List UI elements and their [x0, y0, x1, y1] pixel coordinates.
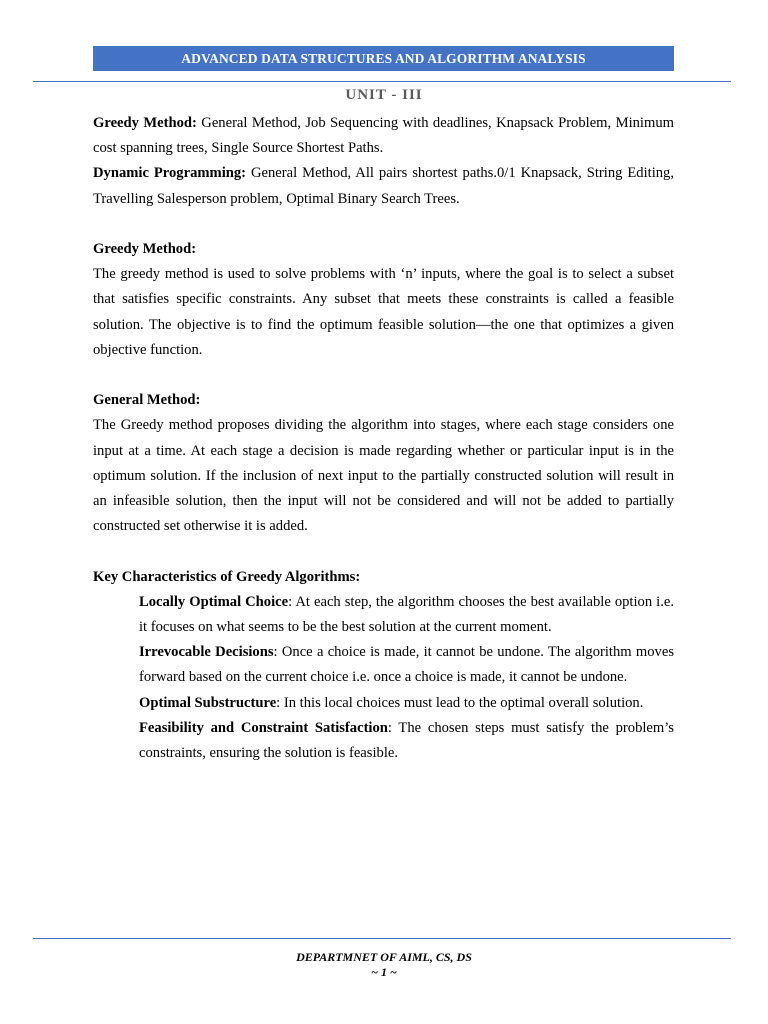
- characteristic-item: [93, 640, 674, 690]
- spacer: [93, 363, 674, 388]
- header-banner: [93, 46, 674, 71]
- syllabus-greedy-label: Greedy Method:: [93, 115, 197, 131]
- greedy-method-paragraph: The greedy method is used to solve problems with ‘n’ inputs, where the goal is to select a subset that satisfies specific constraints. Any subset that meets these constraints is called a feasible solution. The objective is to find the optimum feasible solution—the one that optimizes a given objective function.: [93, 266, 674, 358]
- page-number: ~ 1 ~: [371, 965, 397, 979]
- syllabus-dp-label: Dynamic Programming:: [93, 165, 247, 182]
- spacer: [93, 212, 674, 237]
- characteristic-term: Optimal Substructure: [139, 694, 277, 711]
- characteristics-heading: Key Characteristics of Greedy Algorithms:: [93, 568, 361, 585]
- spacer: [93, 539, 674, 564]
- footer-divider: [33, 938, 731, 939]
- characteristic-item: [93, 691, 674, 716]
- characteristic-term: Locally Optimal Choice: [139, 593, 289, 610]
- characteristic-desc: : Once a choice is made, it cannot be undone. The algorithm moves forward based on the current choice i.e. once a choice is made, it cannot be undone.: [139, 644, 674, 686]
- characteristic-desc: : In this local choices must lead to the optimal overall solution.: [276, 694, 644, 711]
- characteristic-desc: : At each step, the algorithm chooses the best available option i.e. it focuses on what seems to be the best solution at the current moment.: [139, 593, 674, 636]
- characteristic-term: Irrevocable Decisions: [139, 644, 274, 661]
- general-method-heading: General Method:: [93, 392, 201, 409]
- characteristic-term: Feasibility and Constraint Satisfaction: [139, 719, 388, 736]
- unit-title: UNIT - III: [345, 87, 423, 103]
- document-title: ADVANCED DATA STRUCTURES AND ALGORITHM ANALYSIS: [181, 50, 586, 66]
- characteristic-item: [93, 590, 674, 640]
- header-divider: [33, 81, 731, 82]
- greedy-method-heading: Greedy Method:: [93, 241, 197, 257]
- document-body: [93, 111, 674, 766]
- characteristic-item: [93, 716, 674, 766]
- syllabus-greedy: [93, 111, 674, 161]
- syllabus-dp: [93, 161, 674, 211]
- footer-department: DEPARTMNET OF AIML, CS, DS: [296, 950, 472, 964]
- characteristic-desc: : The chosen steps must satisfy the problem’s constraints, ensuring the solution is feasible.: [139, 719, 674, 762]
- syllabus-greedy-text: General Method, Job Sequencing with deadlines, Knapsack Problem, Minimum cost spanning trees, Single Source Shortest Paths.: [93, 115, 674, 157]
- general-method-paragraph: The Greedy method proposes dividing the algorithm into stages, where each stage considers one input at a time. At each stage a decision is made regarding whether or particular input is in the optimum solution. If the inclusion of next input to the partially constructed solution will result in an infeasible solution, then the input will not be considered and will not be added to partially constructed set otherwise it is added.: [93, 417, 674, 535]
- syllabus-dp-text: General Method, All pairs shortest paths.0/1 Knapsack, String Editing, Travelling Salesperson problem, Optimal Binary Search Trees.: [93, 165, 674, 207]
